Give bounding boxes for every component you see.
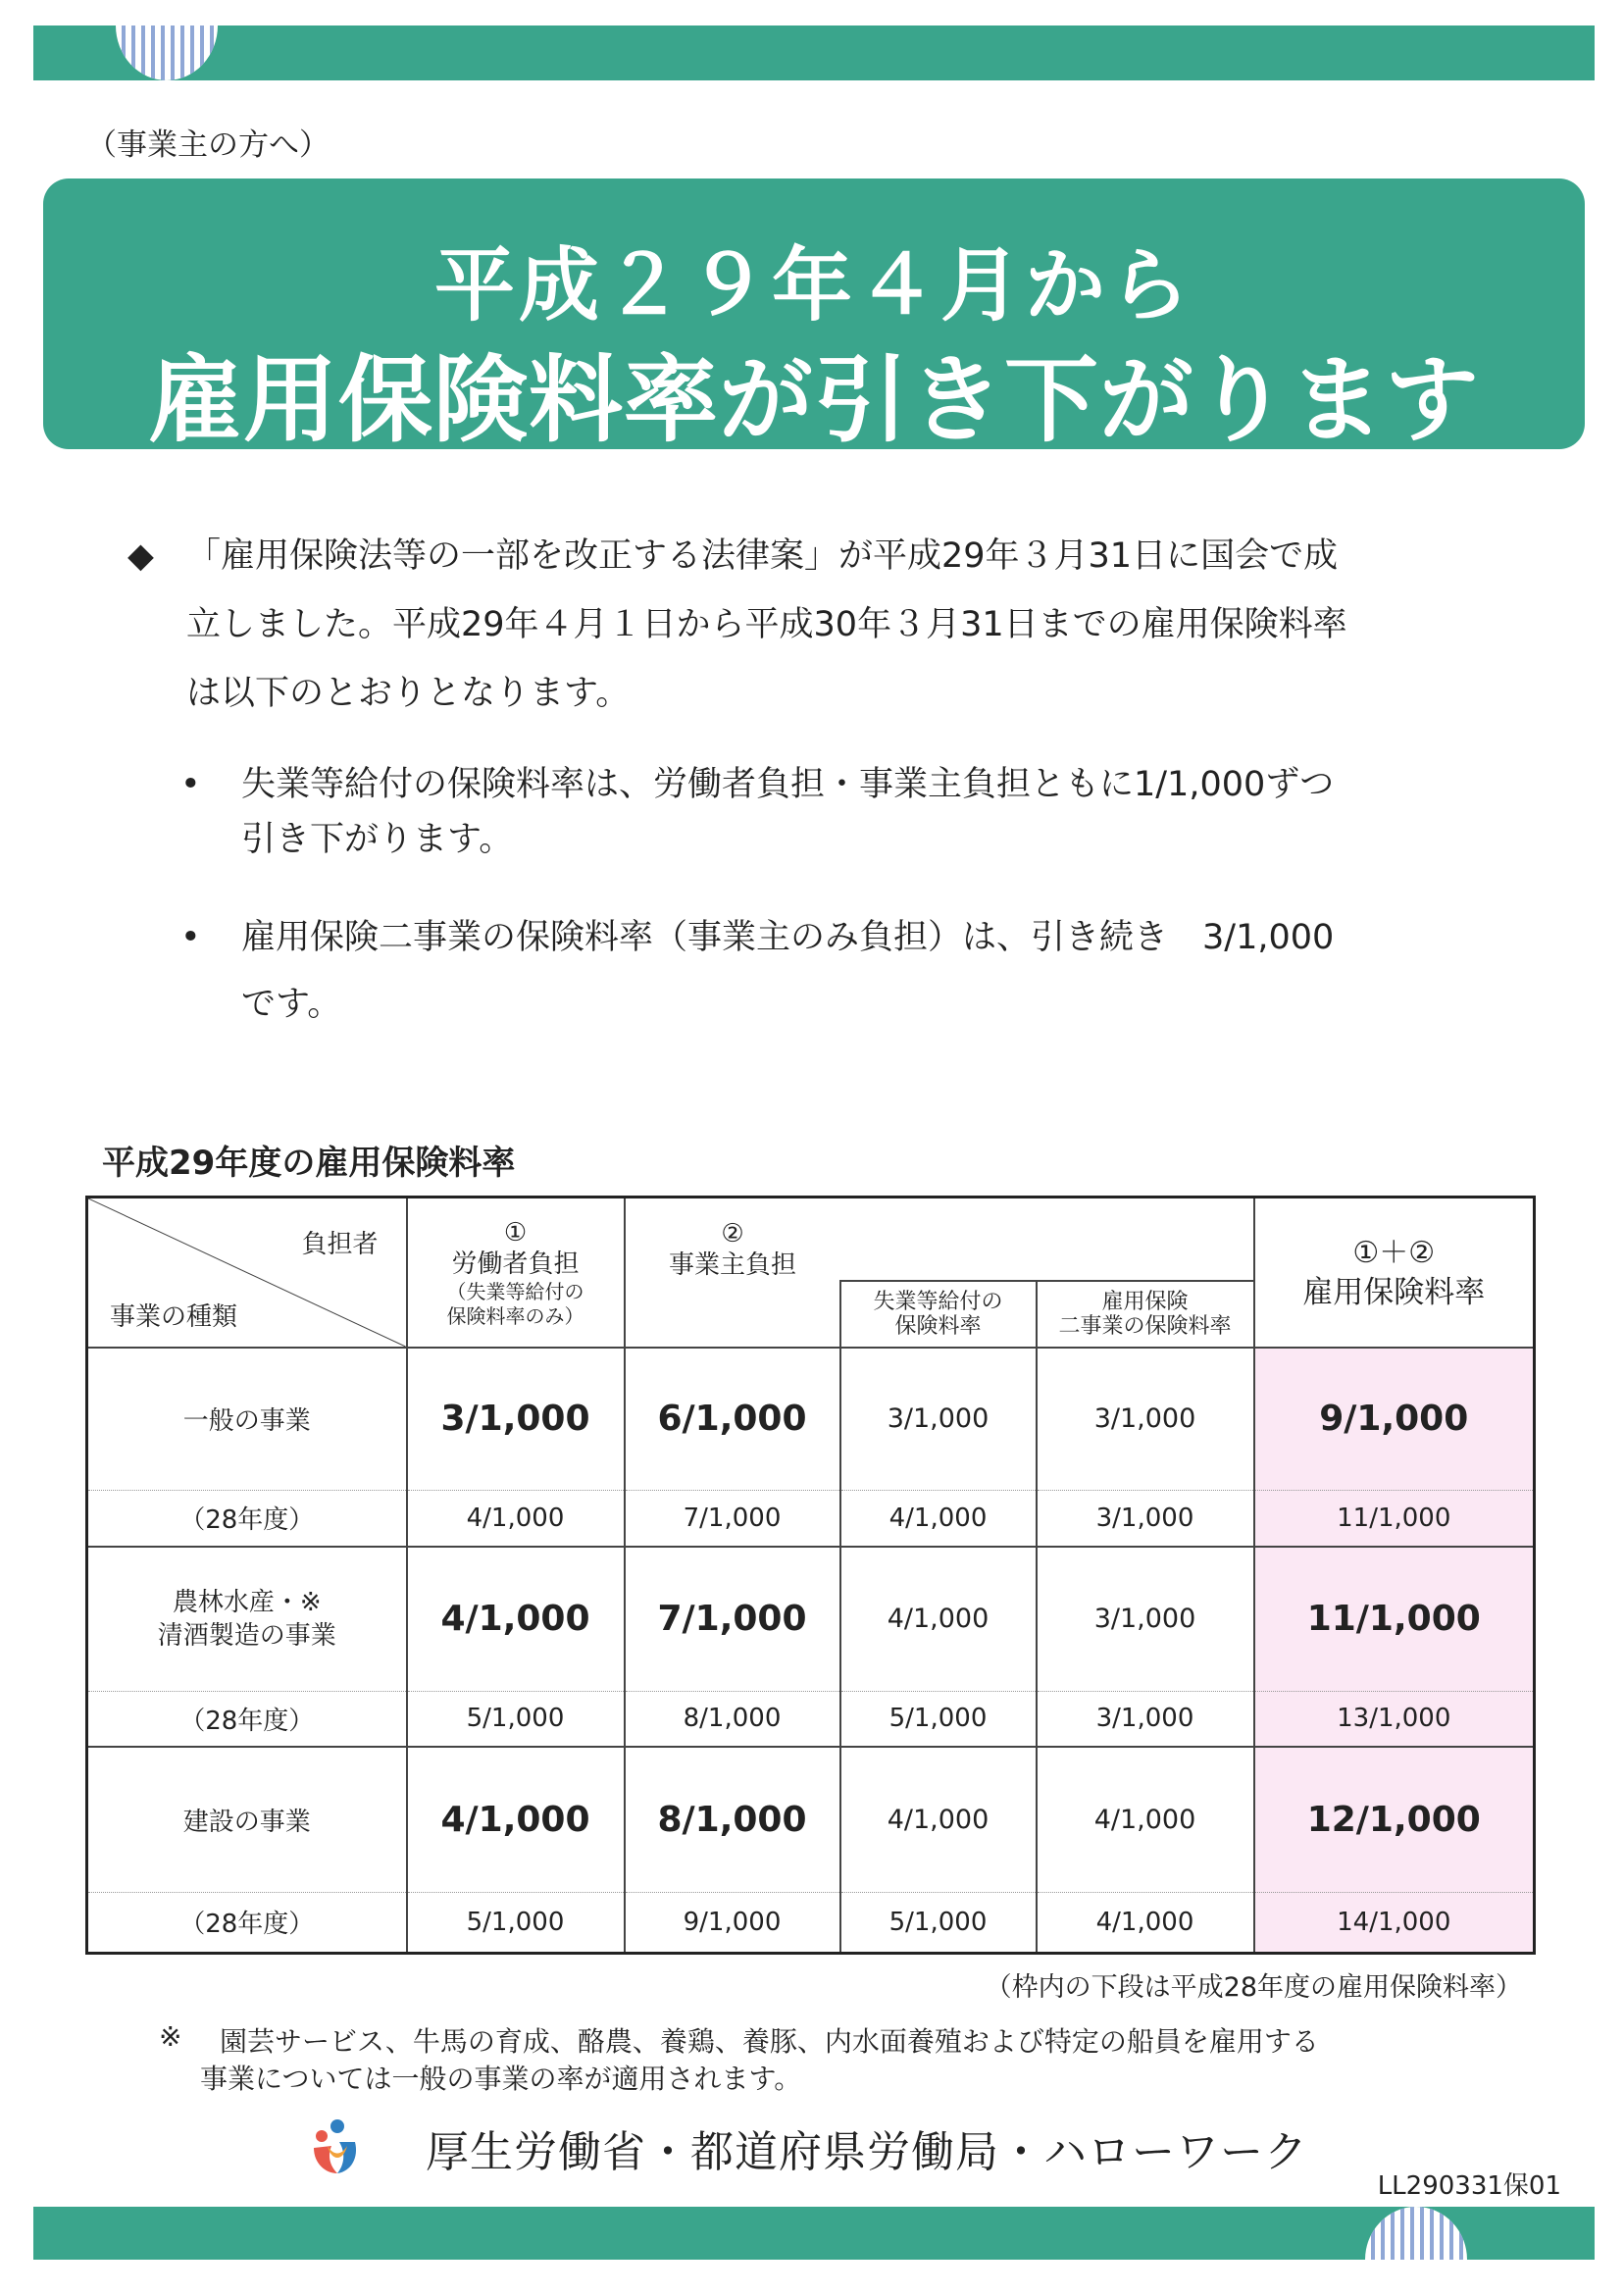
row-2-two-programs-value: 3/1,000 [1093, 1604, 1196, 1635]
header-total [1254, 1198, 1535, 1349]
intro-line-2: 立しました。平成29年４月１日から平成30年３月31日までの雇用保険料率 [186, 605, 1347, 644]
header-employer-num: ② [721, 1219, 744, 1249]
row-3-prev-label [87, 1892, 407, 1953]
row-2-total [1254, 1547, 1535, 1691]
row-1-employer-value: 6/1,000 [657, 1399, 807, 1440]
row-3-prev-unemployment-value: 5/1,000 [888, 1907, 988, 1937]
row-1-total-value: 9/1,000 [1319, 1399, 1469, 1440]
row-1-prev-total [1254, 1490, 1535, 1547]
row-1-two-programs [1037, 1348, 1254, 1490]
row-2-prev-unemployment [840, 1691, 1037, 1747]
row-1-prev-employer [625, 1490, 840, 1547]
row-1-prev-employer-value: 7/1,000 [683, 1503, 782, 1533]
bullet-2-line-2: です。 [241, 985, 342, 1024]
header-employer-label: 事業主負担 [668, 1250, 796, 1280]
header-employer [625, 1198, 840, 1282]
row-1-total [1254, 1348, 1535, 1490]
row-1-prev-label [87, 1490, 407, 1547]
row-3-worker [407, 1747, 625, 1892]
title-line-2: 雇用保険料率が引き下がります [148, 345, 1480, 455]
row-2-prev-two-programs [1037, 1691, 1254, 1747]
header-unemployment-line-1: 失業等給付の [873, 1290, 1003, 1314]
row-3-prev-total [1254, 1892, 1535, 1953]
row-1-prev-two-programs-value: 3/1,000 [1095, 1503, 1194, 1533]
row-1-prev-label-text: （28年度） [179, 1505, 315, 1536]
row-2-prev-two-programs-value: 3/1,000 [1095, 1704, 1194, 1734]
title-line-1: 平成２９年４月から [433, 239, 1193, 332]
bottom-stripes-decoration [1365, 2207, 1467, 2260]
header-worker-note-2: 保険料率のみ） [446, 1303, 584, 1328]
row-1-employer [625, 1348, 840, 1490]
bullet-1-line-1: 失業等給付の保険料率は、労働者負担・事業主負担ともに1/1,000ずつ [241, 765, 1335, 804]
header-worker-note-1: （失業等給付の [446, 1279, 584, 1303]
intro-marker: ◆ [127, 536, 154, 576]
row-3-prev-unemployment [840, 1892, 1037, 1953]
row-1-worker [407, 1348, 625, 1490]
row-2-prev-label [87, 1691, 407, 1747]
footer-organization: 厚生労働省・都道府県労働局・ハローワーク [426, 2127, 1308, 2177]
row-2-worker [407, 1547, 625, 1691]
row-3-two-programs-value: 4/1,000 [1093, 1804, 1196, 1835]
row-2-total-value: 11/1,000 [1306, 1599, 1481, 1640]
row-1-prev-two-programs [1037, 1490, 1254, 1547]
bullet-1-marker: • [180, 765, 201, 804]
row-3-prev-total-value: 14/1,000 [1337, 1907, 1451, 1937]
row-3-prev-employer-value: 9/1,000 [683, 1907, 782, 1937]
footnote-marker: ※ [159, 2020, 182, 2053]
row-2-prev-employer-value: 8/1,000 [683, 1704, 782, 1734]
row-2-prev-label-text: （28年度） [179, 1706, 315, 1736]
row-2-name [87, 1547, 407, 1691]
rates-table [85, 1196, 1536, 1955]
footnote-line-1: 園芸サービス、牛馬の育成、酪農、養鶏、養豚、内水面養殖および特定の船員を雇用する [220, 2025, 1319, 2058]
row-3-name [87, 1747, 407, 1892]
row-3-prev-label-text: （28年度） [179, 1910, 315, 1939]
footnote-line-2: 事業については一般の事業の率が適用されます。 [200, 2063, 802, 2095]
row-1-unemployment [840, 1348, 1037, 1490]
row-1-name-line-1: 一般の事業 [182, 1406, 311, 1437]
bottom-band [33, 2207, 1595, 2260]
row-2-employer [625, 1547, 840, 1691]
row-2-name-line-2: 清酒製造の事業 [157, 1620, 336, 1651]
row-1-prev-total-value: 11/1,000 [1337, 1503, 1451, 1533]
header-employer-span [840, 1198, 1254, 1282]
row-1-name [87, 1348, 407, 1490]
header-worker-label: 労働者負担 [451, 1249, 580, 1279]
row-1-prev-unemployment-value: 4/1,000 [888, 1503, 988, 1533]
row-3-unemployment [840, 1747, 1037, 1892]
row-2-prev-worker [407, 1691, 625, 1747]
bullet-2-line-1: 雇用保険二事業の保険料率（事業主のみ負担）は、引き続き 3/1,000 [241, 918, 1335, 957]
table-note: （枠内の下段は平成28年度の雇用保険料率） [985, 1972, 1522, 2003]
intro-line-3: は以下のとおりとなります。 [186, 674, 631, 713]
row-3-prev-worker [407, 1892, 625, 1953]
intro-line-1: 「雇用保険法等の一部を改正する法律案」が平成29年３月31日に国会で成 [186, 536, 1339, 576]
header-total-label: 雇用保険料率 [1302, 1274, 1486, 1310]
header-worker-num: ① [503, 1217, 528, 1248]
row-3-name-line-1: 建設の事業 [182, 1807, 311, 1837]
row-1-prev-unemployment [840, 1490, 1037, 1547]
header-unemployment-line-2: 保険料率 [894, 1314, 982, 1339]
row-3-prev-two-programs-value: 4/1,000 [1095, 1907, 1194, 1937]
footer-code: LL290331保01 [1377, 2171, 1561, 2201]
header-payer: 負担者 [301, 1230, 379, 1259]
row-2-name-line-1: 農林水産・※ [172, 1587, 322, 1617]
top-stripes-decoration [116, 25, 218, 80]
table-caption: 平成29年度の雇用保険料率 [102, 1144, 516, 1183]
row-2-prev-unemployment-value: 5/1,000 [888, 1704, 988, 1734]
row-1-prev-worker [407, 1490, 625, 1547]
row-3-prev-worker-value: 5/1,000 [466, 1907, 565, 1937]
row-1-unemployment-value: 3/1,000 [887, 1403, 990, 1435]
bullet-2-marker: • [180, 918, 201, 957]
row-2-employer-value: 7/1,000 [657, 1599, 807, 1640]
header-two-programs-line-2: 二事業の保険料率 [1058, 1314, 1232, 1339]
row-3-prev-employer [625, 1892, 840, 1953]
row-2-worker-value: 4/1,000 [440, 1599, 590, 1640]
row-3-employer-value: 8/1,000 [657, 1799, 807, 1840]
audience-label: （事業主の方へ） [86, 127, 330, 163]
row-2-unemployment-value: 4/1,000 [887, 1604, 990, 1635]
row-1-two-programs-value: 3/1,000 [1093, 1403, 1196, 1435]
row-1-worker-value: 3/1,000 [440, 1399, 590, 1440]
header-worker [407, 1198, 625, 1349]
row-3-total-value: 12/1,000 [1306, 1799, 1481, 1840]
row-2-two-programs [1037, 1547, 1254, 1691]
top-band [33, 25, 1595, 80]
bullet-1-line-2: 引き下がります。 [241, 820, 514, 859]
row-2-unemployment [840, 1547, 1037, 1691]
row-3-prev-two-programs [1037, 1892, 1254, 1953]
header-two-programs-line-1: 雇用保険 [1101, 1290, 1189, 1314]
row-2-prev-worker-value: 5/1,000 [466, 1704, 565, 1734]
header-business-type: 事業の種類 [110, 1302, 238, 1332]
row-2-prev-employer [625, 1691, 840, 1747]
title-banner [43, 178, 1585, 455]
row-2-prev-total-value: 13/1,000 [1337, 1704, 1451, 1734]
row-2-prev-total [1254, 1691, 1535, 1747]
row-3-unemployment-value: 4/1,000 [887, 1804, 990, 1835]
header-total-num: ①＋② [1352, 1235, 1436, 1270]
row-1-prev-worker-value: 4/1,000 [466, 1503, 565, 1533]
ministry-logo-icon [304, 2116, 365, 2177]
header-two-programs [1037, 1281, 1254, 1348]
header-unemployment [840, 1281, 1037, 1348]
row-3-worker-value: 4/1,000 [440, 1799, 590, 1840]
row-3-two-programs [1037, 1747, 1254, 1892]
row-3-total [1254, 1747, 1535, 1892]
header-corner [87, 1198, 407, 1349]
header-employer-blank [625, 1281, 840, 1348]
row-3-employer [625, 1747, 840, 1892]
